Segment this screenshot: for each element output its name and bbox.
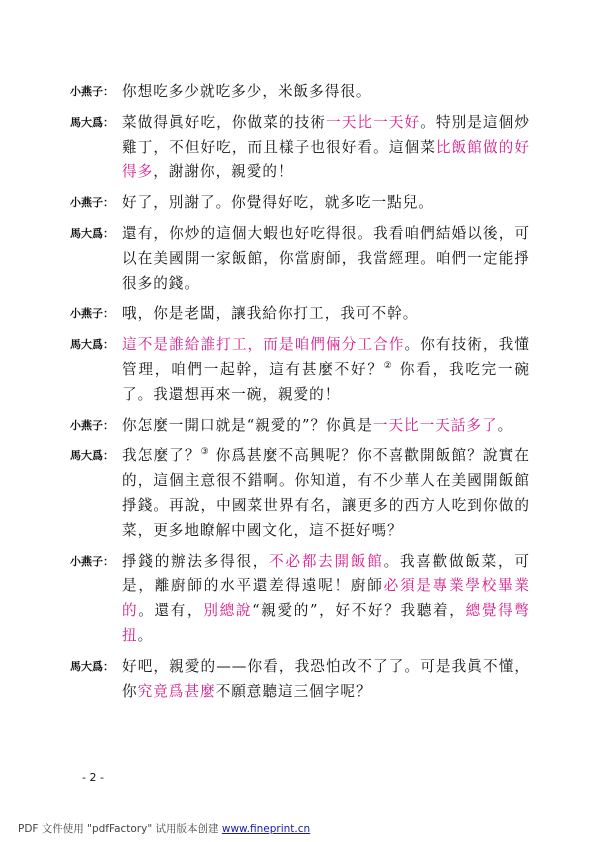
footer-link[interactable]: www.fineprint.cn [221,823,311,835]
speaker-label: 小燕子： [70,554,114,568]
speaker-label: 馬大爲： [70,338,114,352]
text-segment: 你爲甚麼不高興呢？你不喜歡開飯館？說實在的，這個主意很不錯啊。你知道，有不少華人在美國開飯館掙錢。再說，中國菜世界有名，讓更多的西方人吃到你做的菜，更多地瞭解中國文化，這不挺好嗎？ [122,447,530,539]
speech-text [122,80,530,105]
footnote-marker: ③ [200,447,210,458]
text-segment: 。 [497,416,514,434]
highlighted-phrase: 一天比一天好 [326,113,421,131]
highlighted-phrase: 總覺得彆扭 [122,602,530,644]
speech-text [122,333,530,407]
dialogue-turn [70,655,530,705]
text-segment: ，謝謝你，親愛的！ [153,163,294,181]
text-segment: 。 [137,626,154,644]
text-segment: 。我喜歡做飯菜，可是，離廚師的水平還差得遠呢！廚師 [122,552,530,595]
speech-text [122,414,530,439]
speech-text [122,444,530,543]
dialogue-turn [70,80,530,105]
text-segment: “親愛的”，好不好？我聽着， [252,602,466,620]
dialogue [70,80,530,710]
text-segment: 好了，別謝了。你覺得好吃，就多吃一點兒。 [122,194,434,212]
speaker-label: 馬大爲： [70,659,114,673]
dialogue-turn [70,302,530,327]
footer-text: PDF 文件使用 "pdfFactory" 试用版本创建 [18,823,222,835]
page-number: - 2 - [82,771,104,784]
footnote-marker: ② [383,361,394,372]
highlighted-phrase: 別總說 [203,602,253,620]
highlighted-phrase: 究竟爲甚麼 [137,682,216,700]
speech-text [122,111,530,185]
speaker-label: 小燕子： [70,85,114,98]
text-segment: 哦，你是老闆，讓我給你打工，我可不幹。 [122,305,419,323]
speech-text [122,191,530,216]
speech-text [122,655,530,705]
text-segment: 好吧，親愛的——你看，我恐怕改不了了。可是我眞不懂，你 [122,657,530,700]
highlighted-phrase: 比飯館做的好得多 [122,138,530,181]
text-segment: 掙錢的辦法多得很， [122,552,270,570]
highlighted-phrase: 不必都去開飯館 [269,552,384,570]
pdf-footer [18,821,310,836]
speech-text [122,550,530,649]
dialogue-turn [70,414,530,439]
dialogue-turn [70,222,530,296]
text-segment: 。特別是這個炒雞丁，不但好吃，而且樣子也很好看。這個菜 [122,113,530,156]
dialogue-turn [70,333,530,407]
speech-text [122,302,530,327]
speaker-label: 馬大爲： [70,226,114,240]
text-segment: 我怎麼了？ [122,447,201,465]
text-segment: 還有，你炒的這個大蝦也好吃得很。我看咱們結婚以後，可以在美國開一家飯館，你當廚師，我當經理。咱們一定能掙很多的錢。 [122,224,530,292]
speaker-label: 馬大爲： [70,115,114,129]
text-segment: 不願意聽這三個字呢？ [215,682,372,700]
speaker-label: 小燕子： [70,196,114,210]
dialogue-turn [70,111,530,185]
text-segment: 你怎麼一開口就是“親愛的”？你眞是 [122,416,373,434]
dialogue-turn [70,444,530,543]
text-segment: 。還有， [138,602,204,620]
text-segment: 。你有技術，我懂管理，咱們一起幹，這有甚麼不好？ [122,336,530,378]
dialogue-turn [70,191,530,216]
highlighted-phrase: 一天比一天話多了 [372,416,498,434]
speaker-label: 小燕子： [70,307,114,321]
highlighted-phrase: 必須是專業學校畢業的 [122,577,530,620]
highlighted-phrase: 這不是誰給誰打工，而是咱們倆分工合作 [122,336,405,354]
speaker-label: 馬大爲： [70,449,114,463]
text-segment: 菜做得眞好吃，你做菜的技術 [122,113,327,131]
dialogue-turn [70,550,530,649]
text-segment: 你看，我吃完一碗了。我還想再來一碗，親愛的！ [122,360,530,403]
speaker-label: 小燕子： [70,418,114,432]
speech-text [122,222,530,296]
text-segment: 你想吃多少就吃多少，米飯多得很。 [122,83,372,100]
